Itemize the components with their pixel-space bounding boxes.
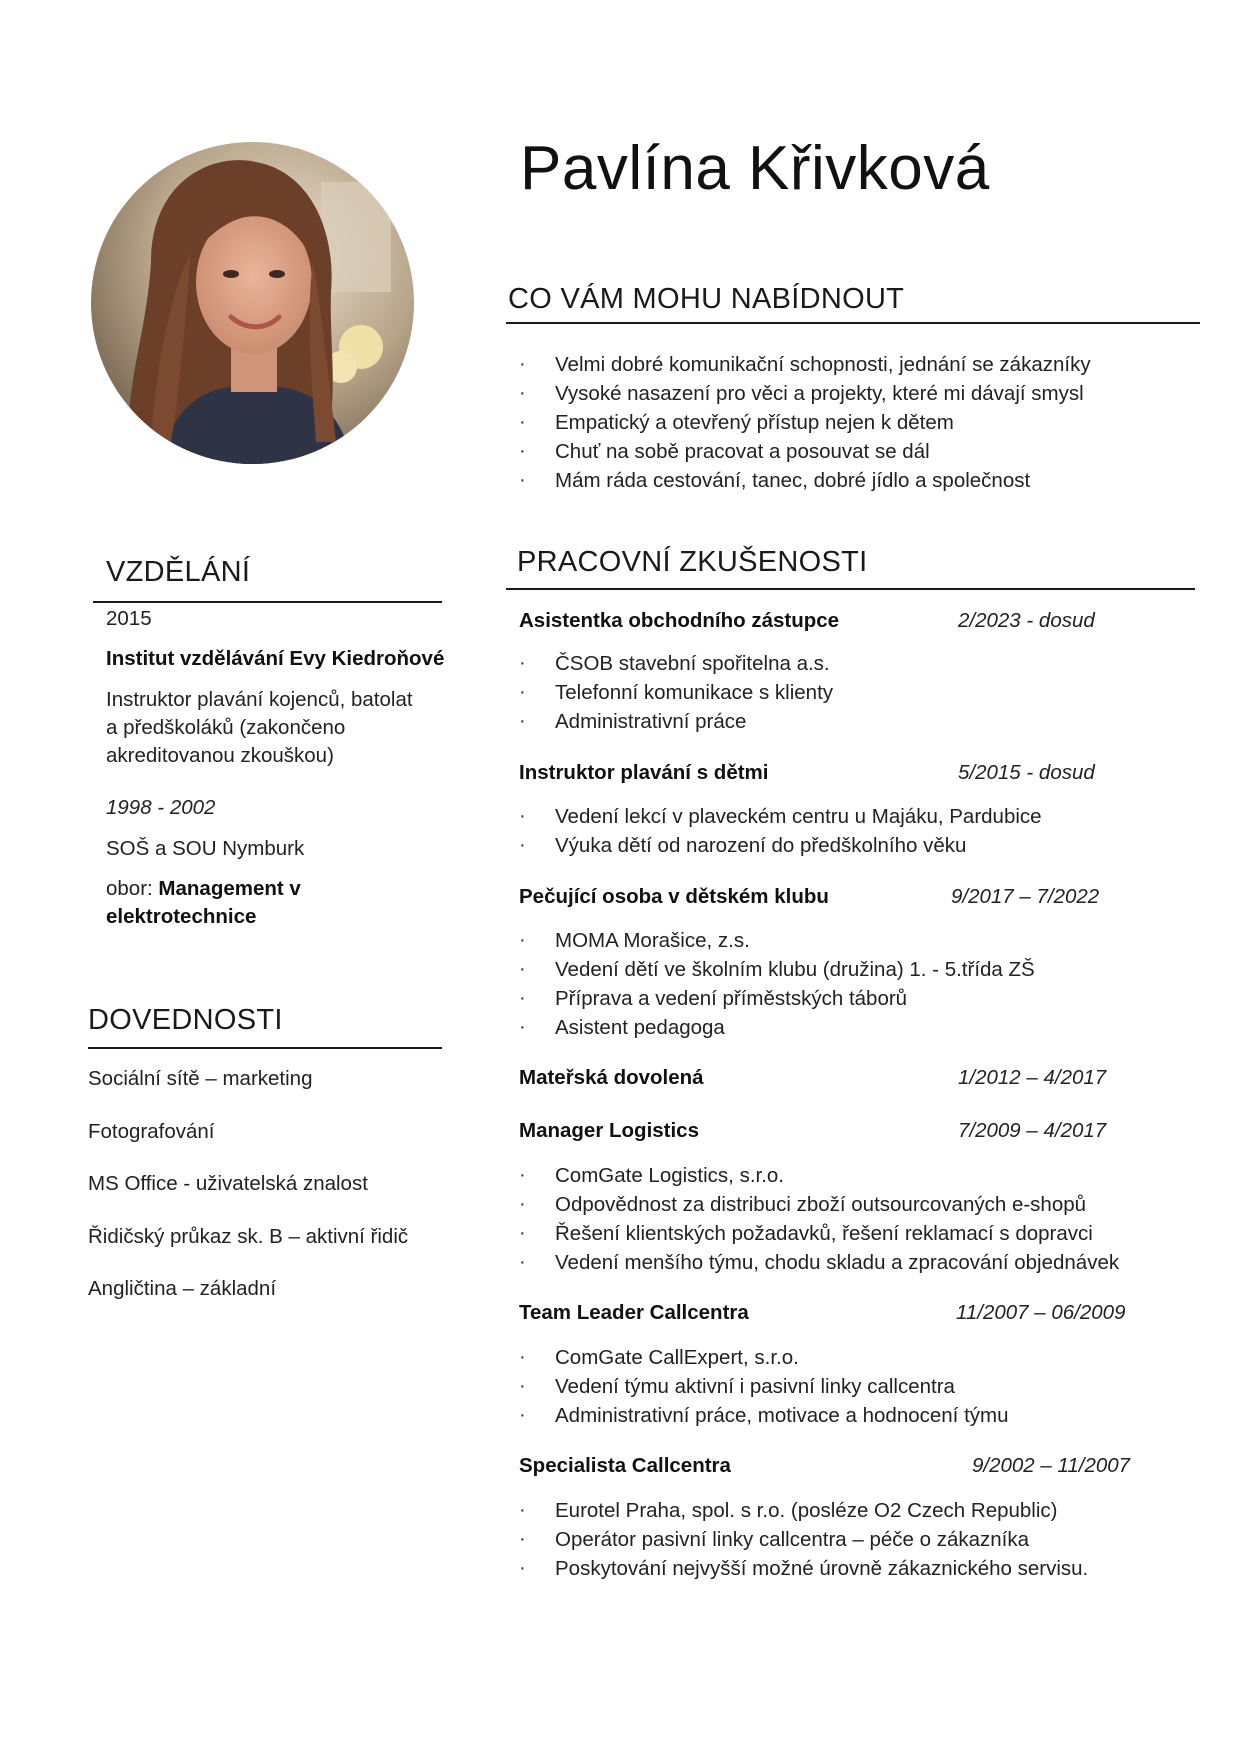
job-item: · Asistent pedagoga [519, 1013, 1035, 1042]
job-title: Manager Logistics [519, 1119, 699, 1142]
offer-item: · Vysoké nasazení pro věci a projekty, které mi dávají smysl [519, 379, 1091, 408]
job-item: · Vedení menšího týmu, chodu skladu a zpracování objednávek [519, 1248, 1119, 1277]
job-title: Specialista Callcentra [519, 1454, 731, 1477]
offer-item: · Chuť na sobě pracovat a posouvat se dál [519, 437, 1091, 466]
job-item: · Poskytování nejvyšší možné úrovně zákaznického servisu. [519, 1554, 1088, 1583]
education-year: 2015 [106, 607, 152, 630]
job-items [519, 649, 833, 736]
job-items [519, 1161, 1119, 1277]
job-title: Team Leader Callcentra [519, 1301, 749, 1324]
job-item: · ComGate CallExpert, s.r.o. [519, 1343, 1009, 1372]
portrait-photo [91, 142, 414, 464]
job-date: 9/2017 – 7/2022 [951, 885, 1100, 908]
education-description: Instruktor plavání kojenců, batolat a předškoláků (zakončeno akreditovanou zkouškou) [106, 688, 413, 767]
job-date: 1/2012 – 4/2017 [958, 1066, 1107, 1089]
skill-item: Angličtina – základní [88, 1277, 277, 1300]
job-item: · Telefonní komunikace s klienty [519, 678, 833, 707]
education-field [106, 875, 366, 931]
job-item: · Vedení týmu aktivní i pasivní linky callcentra [519, 1372, 1009, 1401]
job-title: Mateřská dovolená [519, 1066, 704, 1089]
job-items [519, 926, 1035, 1042]
person-name: Pavlína Křivková [520, 134, 990, 203]
job-item: · Odpovědnost za distribuci zboží outsourcovaných e-shopů [519, 1190, 1119, 1219]
skills-heading: DOVEDNOSTI [88, 1004, 283, 1036]
job-date: 7/2009 – 4/2017 [958, 1119, 1107, 1142]
offer-heading: CO VÁM MOHU NABÍDNOUT [508, 283, 905, 315]
job-items [519, 1496, 1088, 1583]
education-field-name: Management v elektrotechnice [106, 877, 301, 928]
education-divider [93, 601, 442, 603]
job-item: · Administrativní práce [519, 707, 833, 736]
job-title: Pečující osoba v dětském klubu [519, 885, 829, 908]
job-item: · Vedení lekcí v plaveckém centru u Majáku, Pardubice [519, 802, 1042, 831]
job-items [519, 1343, 1009, 1430]
job-date: 2/2023 - dosud [958, 609, 1095, 632]
skills-divider [88, 1047, 442, 1049]
education-heading: VZDĚLÁNÍ [106, 556, 251, 588]
experience-divider [506, 588, 1195, 590]
offer-item: · Velmi dobré komunikační schopnosti, jednání se zákazníky [519, 350, 1091, 379]
job-item: · Vedení dětí ve školním klubu (družina) 1. - 5.třída ZŠ [519, 955, 1035, 984]
education-school: Institut vzdělávání Evy Kiedroňové [106, 647, 445, 670]
job-item: · Eurotel Praha, spol. s r.o. (posléze O2 Czech Republic) [519, 1496, 1088, 1525]
skill-item: Sociální sítě – marketing [88, 1067, 313, 1090]
offer-divider [506, 322, 1200, 324]
experience-heading: PRACOVNÍ ZKUŠENOSTI [517, 546, 868, 578]
skill-item: Fotografování [88, 1120, 215, 1143]
job-date: 11/2007 – 06/2009 [956, 1301, 1126, 1324]
offer-list [519, 350, 1091, 495]
skill-item: Řidičský průkaz sk. B – aktivní řidič [88, 1225, 409, 1248]
education-year: 1998 - 2002 [106, 796, 216, 819]
offer-item: · Mám ráda cestování, tanec, dobré jídlo a společnost [519, 466, 1091, 495]
job-title: Instruktor plavání s dětmi [519, 761, 769, 784]
education-field-prefix: obor: [106, 877, 159, 900]
job-item: · Operátor pasivní linky callcentra – péče o zákazníka [519, 1525, 1088, 1554]
job-items [519, 802, 1042, 860]
job-title: Asistentka obchodního zástupce [519, 609, 840, 632]
job-item: · Administrativní práce, motivace a hodnocení týmu [519, 1401, 1009, 1430]
job-item: · Výuka dětí od narození do předškolního věku [519, 831, 1042, 860]
offer-item: · Empatický a otevřený přístup nejen k dětem [519, 408, 1091, 437]
job-date: 5/2015 - dosud [958, 761, 1095, 784]
job-item: · Příprava a vedení příměstských táborů [519, 984, 1035, 1013]
skill-item: MS Office - uživatelská znalost [88, 1172, 368, 1195]
job-item: · ComGate Logistics, s.r.o. [519, 1161, 1119, 1190]
job-date: 9/2002 – 11/2007 [972, 1454, 1131, 1477]
education-school: SOŠ a SOU Nymburk [106, 837, 305, 860]
job-item: · ČSOB stavební spořitelna a.s. [519, 649, 833, 678]
job-item: · MOMA Morašice, z.s. [519, 926, 1035, 955]
job-item: · Řešení klientských požadavků, řešení reklamací s dopravci [519, 1219, 1119, 1248]
